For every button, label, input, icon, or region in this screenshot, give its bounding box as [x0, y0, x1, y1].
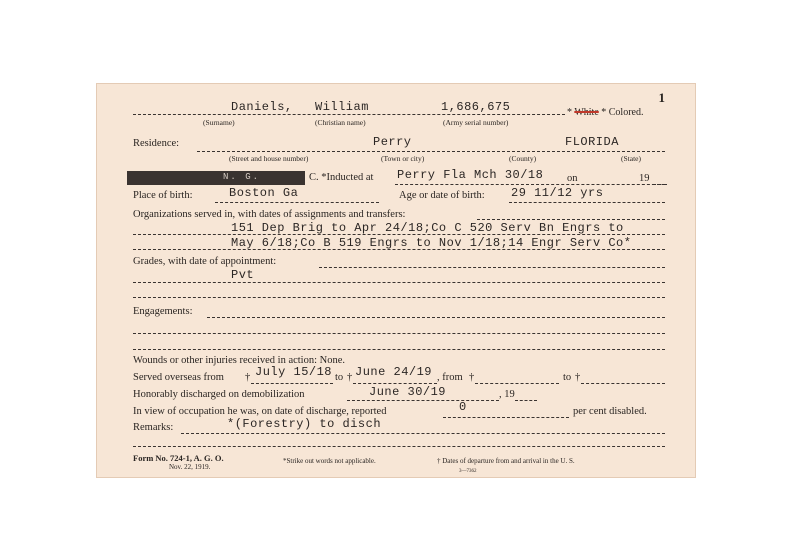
birthplace-value: Boston Ga — [229, 186, 299, 200]
race-colored: * Colored. — [601, 107, 644, 118]
state-value: FLORIDA — [565, 135, 619, 149]
overseas-from-line — [251, 383, 333, 384]
race-field — [567, 107, 643, 118]
remarks-line-1 — [133, 446, 665, 447]
christian-name-value: William — [315, 100, 369, 114]
orgs-line-2 — [133, 249, 665, 250]
engagements-line-2 — [133, 349, 665, 350]
age-label: Age or date of birth: — [399, 190, 485, 201]
overseas-from2-line — [475, 383, 559, 384]
overseas-to2-line — [581, 383, 665, 384]
overseas-to-value: June 24/19 — [355, 365, 433, 379]
grades-label: Grades, with date of appointment: — [133, 256, 277, 267]
overseas-from-value: July 15/18 — [255, 365, 333, 379]
grades-line-0 — [319, 267, 665, 268]
dagger-1: † — [245, 372, 251, 383]
grade-value: Pvt — [231, 268, 255, 282]
inducted-line — [395, 184, 665, 185]
inducted-label: C. *Inducted at — [309, 172, 374, 183]
christian-name-caption: (Christian name) — [315, 118, 366, 127]
overseas-to2-label: to — [563, 372, 572, 383]
engagements-line-1 — [133, 333, 665, 334]
on-label: on — [567, 173, 578, 184]
year-line-b — [515, 400, 537, 401]
disability-value: 0 — [459, 400, 467, 414]
discharge-label: Honorably discharged on demobilization — [133, 389, 305, 400]
organizations-line-1: 151 Dep Brig to Apr 24/18;Co C 520 Serv Bn Engrs to — [231, 221, 624, 235]
serial-caption: (Army serial number) — [443, 118, 509, 127]
remarks-line-0 — [181, 433, 665, 434]
engagements-label: Engagements: — [133, 306, 193, 317]
disability-line — [443, 417, 569, 418]
disability-label: In view of occupation he was, on date of discharge, reported — [133, 406, 387, 417]
county-caption: (County) — [509, 154, 537, 163]
name-line — [133, 114, 565, 115]
overseas-to-line — [353, 383, 437, 384]
wounds-label: Wounds or other injuries received in action: None. — [133, 355, 346, 366]
overseas-from2-label: , from — [437, 372, 463, 383]
dagger-3: † — [469, 372, 475, 383]
grades-line-2 — [133, 297, 665, 298]
surname-caption: (Surname) — [203, 118, 235, 127]
form-date: Nov. 22, 1919. — [169, 463, 211, 471]
birthplace-line — [215, 202, 379, 203]
dates-note: † Dates of departure from and arrival in the U. S. — [437, 457, 575, 465]
remarks-value: *(Forestry) to disch — [227, 417, 382, 431]
street-caption: (Street and house number) — [229, 154, 309, 163]
form-number: Form No. 724-1, A. G. O. — [133, 453, 224, 463]
grades-line-1 — [133, 282, 665, 283]
year-19-inducted: 19 — [639, 173, 650, 184]
discharge-line — [347, 400, 499, 401]
service-record-card — [96, 83, 696, 478]
remarks-label: Remarks: — [133, 422, 174, 433]
race-white-struck: White — [574, 107, 599, 118]
organizations-label: Organizations served in, with dates of assignments and transfers: — [133, 209, 406, 220]
birthplace-label: Place of birth: — [133, 190, 193, 201]
town-caption: (Town or city) — [381, 154, 425, 163]
engagements-line-0 — [207, 317, 665, 318]
overseas-to-label: to — [335, 372, 344, 383]
redacted-stamp: N. G. — [127, 171, 305, 185]
state-caption: (State) — [621, 154, 641, 163]
discharge-value: June 30/19 — [369, 385, 447, 399]
serial-number-value: 1,686,675 — [441, 100, 511, 114]
orgs-line-0 — [477, 219, 665, 220]
age-value: 29 11/12 yrs — [511, 186, 604, 200]
disability-suffix: per cent disabled. — [573, 406, 647, 417]
dagger-2: † — [347, 372, 353, 383]
surname-value: Daniels, — [231, 100, 293, 114]
organizations-line-2: May 6/18;Co B 519 Engrs to Nov 1/18;14 Engr Serv Co* — [231, 236, 632, 250]
overseas-label: Served overseas from — [133, 372, 224, 383]
dagger-4: † — [575, 372, 581, 383]
print-code: 3—7362 — [459, 469, 477, 474]
year-line-a — [653, 184, 667, 185]
residence-line — [197, 151, 665, 152]
age-line — [509, 202, 665, 203]
town-value: Perry — [373, 135, 412, 149]
orgs-line-1 — [133, 234, 665, 235]
card-number: 1 — [658, 90, 665, 105]
year-19-discharge: , 19 — [499, 389, 515, 400]
race-prefix: * — [567, 107, 572, 118]
inducted-value: Perry Fla Mch 30/18 — [397, 168, 544, 182]
strike-out-note: *Strike out words not applicable. — [283, 457, 376, 465]
residence-label: Residence: — [133, 138, 180, 149]
